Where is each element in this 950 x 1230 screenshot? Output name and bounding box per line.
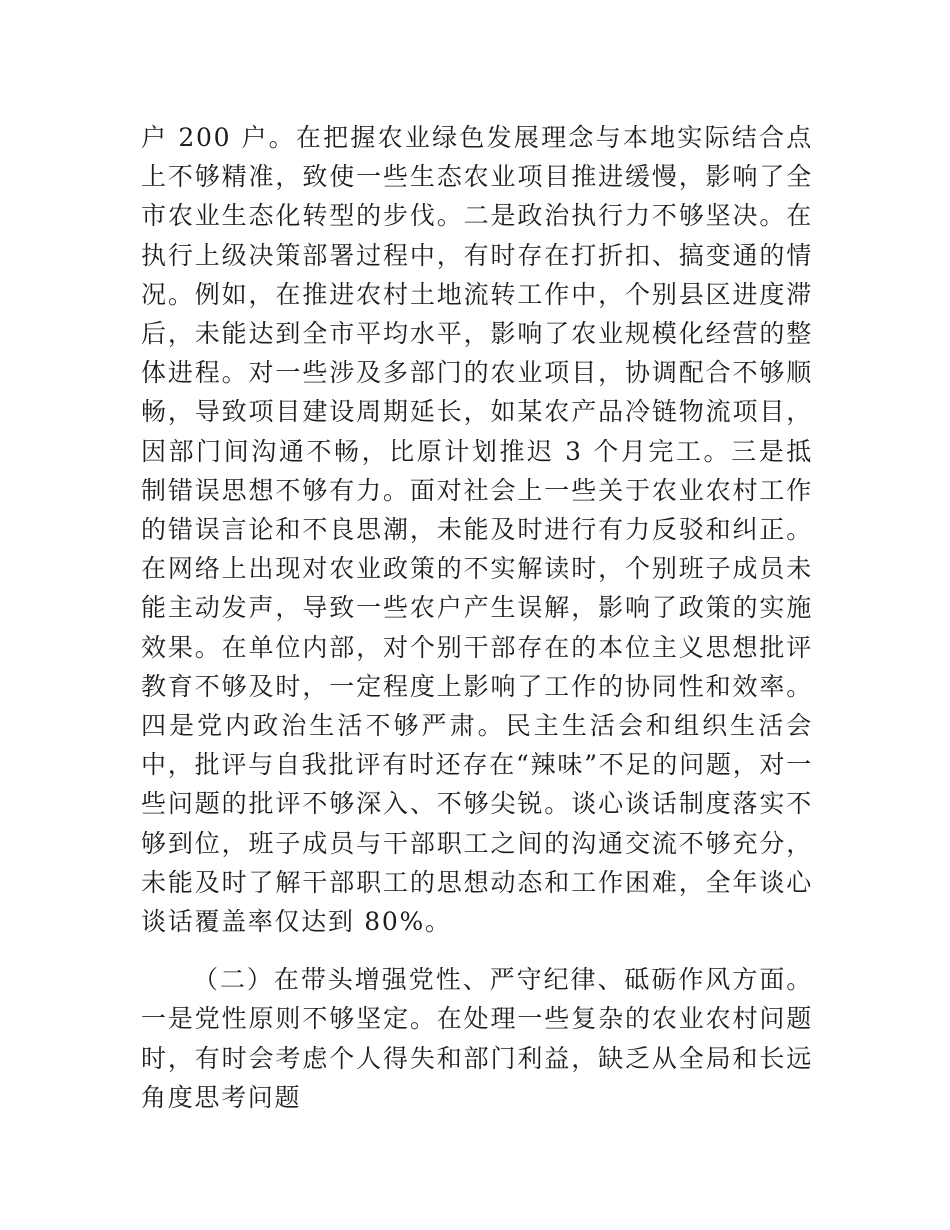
- document-body: [141, 118, 813, 1117]
- body-paragraph-continued: 户 200 户。在把握农业绿色发展理念与本地实际结合点上不够精准，致使一些生态农业项目推进缓慢，影响了全市农业生态化转型的步伐。二是政治执行力不够坚决。在执行上级决策部署过程中，有时存在打折扣、搞变通的情况。例如，在推进农村土地流转工作中，个别县区进度滞后，未能达到全市平均水平，影响了农业规模化经营的整体进程。对一些涉及多部门的农业项目，协调配合不够顺畅，导致项目建设周期延长，如某农产品冷链物流项目，因部门间沟通不畅，比原计划推迟 3 个月完工。三是抵制错误思想不够有力。面对社会上一些关于农业农村工作的错误言论和不良思潮，未能及时进行有力反驳和纠正。在网络上出现对农业政策的不实解读时，个别班子成员未能主动发声，导致一些农户产生误解，影响了政策的实施效果。在单位内部，对个别干部存在的本位主义思想批评教育不够及时，一定程度上影响了工作的协同性和效率。四是党内政治生活不够严肃。民主生活会和组织生活会中，批评与自我批评有时还存在“辣味”不足的问题，对一些问题的批评不够深入、不够尖锐。谈心谈话制度落实不够到位，班子成员与干部职工之间的沟通交流不够充分，未能及时了解干部职工的思想动态和工作困难，全年谈心谈话覆盖率仅达到 80%。: [141, 123, 813, 937]
- body-paragraph-section-two: （二）在带头增强党性、严守纪律、砥砺作风方面。一是党性原则不够坚定。在处理一些复杂的农业农村问题时，有时会考虑个人得失和部门利益，缺乏从全局和长远角度思考问题: [141, 965, 813, 1112]
